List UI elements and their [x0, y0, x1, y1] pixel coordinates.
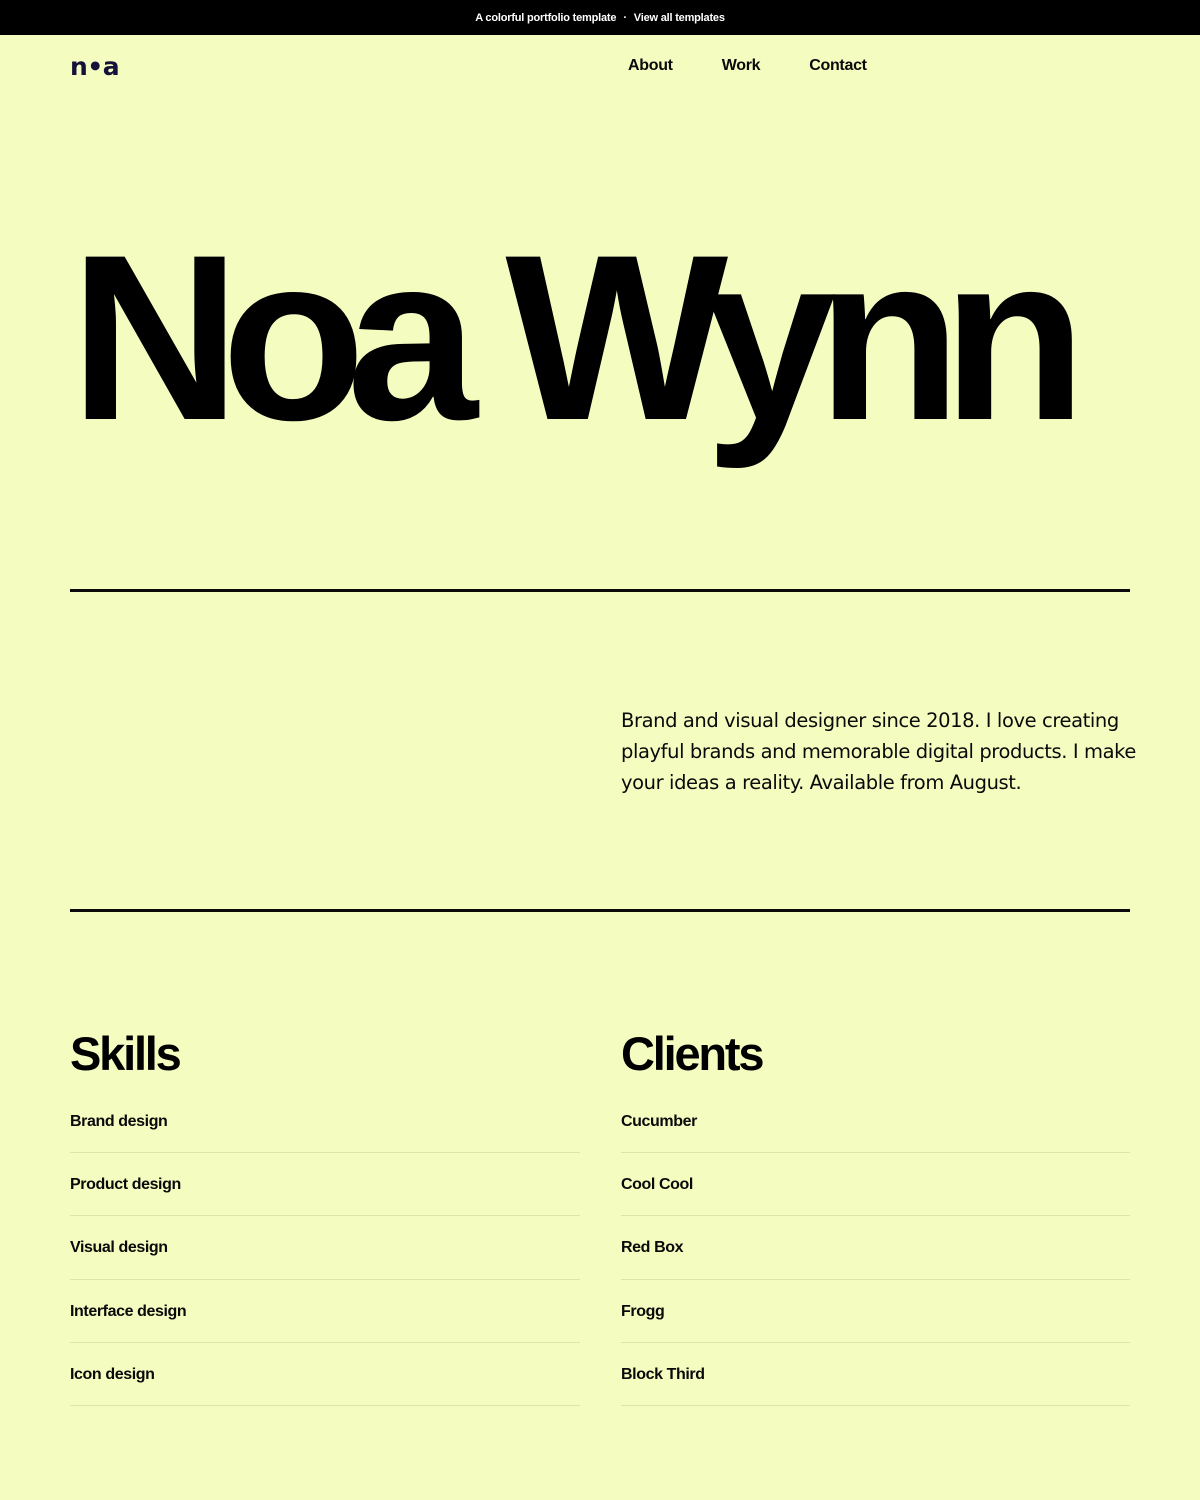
skill-label: Visual design — [70, 1239, 168, 1257]
client-label: Frogg — [621, 1302, 665, 1320]
bio-text: Brand and visual designer since 2018. I love creating playful brands and memorable digital products. I make your ideas a reality. Available from August. — [621, 709, 1136, 794]
clients-list — [621, 1112, 1130, 1406]
client-label: Block Third — [621, 1365, 705, 1383]
list-item — [70, 1112, 580, 1153]
list-item — [70, 1153, 580, 1216]
skill-label: Icon design — [70, 1365, 155, 1383]
client-label: Red Box — [621, 1239, 684, 1257]
list-item — [70, 1280, 580, 1343]
skill-label: Product design — [70, 1176, 181, 1193]
main-nav — [628, 57, 867, 75]
divider-top — [70, 589, 1130, 592]
list-item — [621, 1112, 1130, 1153]
list-item — [621, 1153, 1130, 1216]
clients-heading: Clients — [621, 1027, 763, 1080]
banner-template-text: A colorful portfolio template — [475, 11, 617, 24]
banner-separator: · — [623, 11, 627, 24]
list-item — [70, 1343, 580, 1406]
top-banner — [0, 0, 1200, 35]
list-item — [621, 1343, 1130, 1406]
nav-link-work[interactable]: Work — [721, 57, 761, 74]
client-label: Cucumber — [621, 1113, 697, 1130]
skills-list — [70, 1112, 580, 1406]
skills-heading: Skills — [70, 1027, 180, 1080]
skill-label: Brand design — [70, 1113, 168, 1130]
list-item — [621, 1216, 1130, 1279]
nav-link-contact[interactable]: Contact — [809, 57, 867, 74]
divider-bottom — [70, 909, 1130, 912]
clients-section — [621, 1028, 1130, 1406]
list-item — [70, 1216, 580, 1279]
hero-name: Noa Wynn — [70, 206, 1068, 470]
skills-section — [70, 1028, 580, 1406]
list-item — [621, 1280, 1130, 1343]
skill-label: Interface design — [70, 1302, 187, 1320]
site-logo[interactable]: n•a — [70, 52, 120, 81]
nav-link-about[interactable]: About — [628, 57, 673, 74]
client-label: Cool Cool — [621, 1176, 693, 1193]
view-all-templates-link[interactable]: View all templates — [633, 11, 725, 24]
